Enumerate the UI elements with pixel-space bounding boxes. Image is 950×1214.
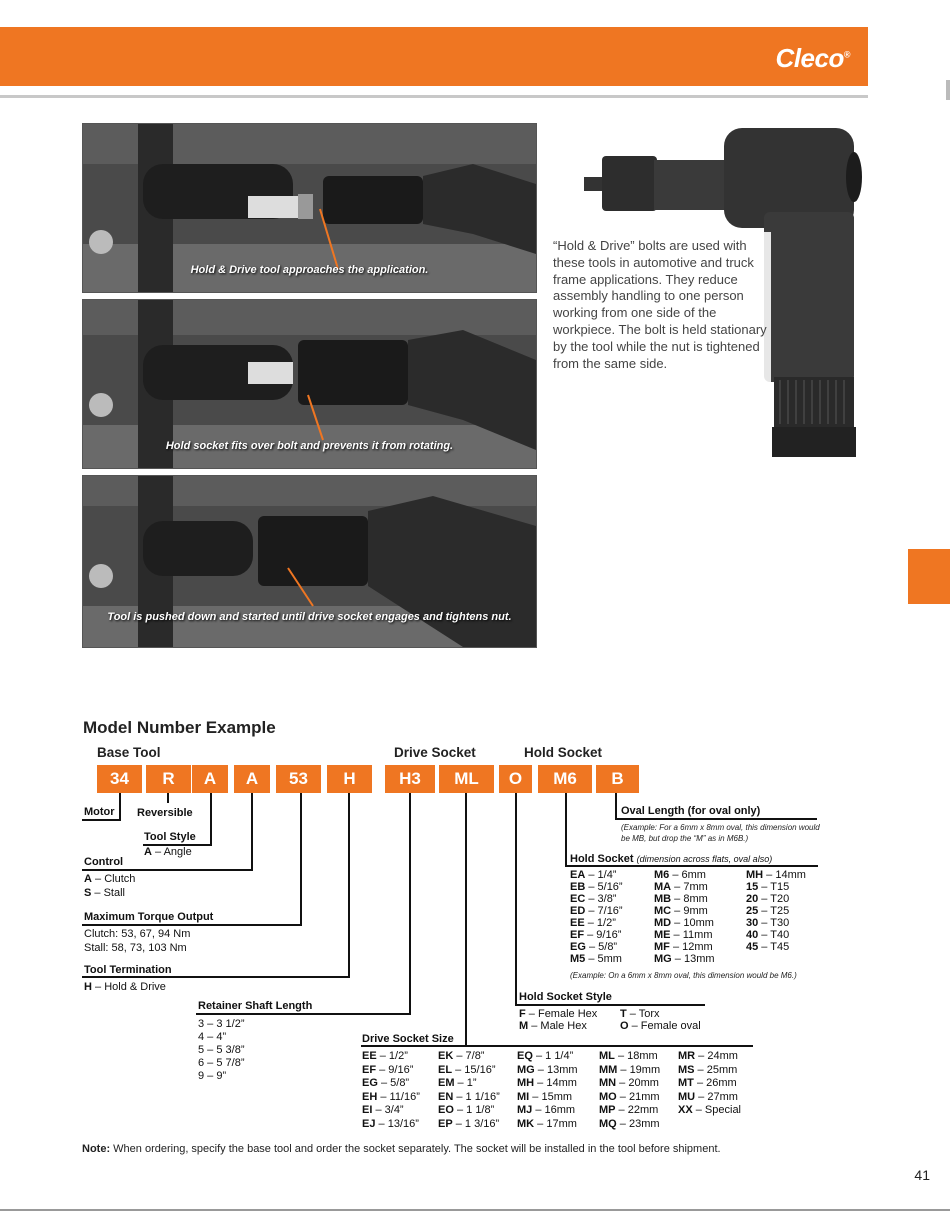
hold-socket-example: (Example: On a 6mm x 8mm oval, this dimension would be M6.) — [570, 971, 797, 980]
hold-socket-item: 15 – T15 — [746, 881, 790, 893]
leader-control-h — [82, 869, 253, 871]
torque-stall: Stall: 58, 73, 103 Nm — [84, 942, 187, 954]
drive-socket-col-4 — [599, 1050, 660, 1131]
code-box-hold-socket: M6 — [538, 765, 592, 793]
drive-socket-item: MI – 15mm — [517, 1090, 573, 1103]
section-tab — [908, 549, 950, 604]
hold-socket-item: MF – 12mm — [654, 941, 713, 953]
hold-socket-item: M6 – 6mm — [654, 869, 706, 881]
code-box-hold-style: O — [499, 765, 532, 793]
photo-step-3 — [82, 475, 537, 648]
leader-retainer — [409, 793, 411, 1015]
drive-socket-item: EK – 7/8” — [438, 1050, 485, 1062]
drive-socket-item: MO – 21mm — [599, 1090, 660, 1103]
group-label-hold-socket: Hold Socket — [524, 745, 603, 760]
hold-style-item: O – Female oval — [620, 1020, 701, 1032]
drive-socket-item: MR – 24mm — [678, 1050, 738, 1062]
hold-socket-item: 20 – T20 — [746, 893, 790, 905]
leader-reversible — [167, 793, 169, 803]
hold-socket-item: ME – 11mm — [654, 929, 713, 941]
label-drive-socket-size: Drive Socket Size — [362, 1033, 454, 1045]
retainer-list — [198, 1018, 244, 1083]
label-reversible: Reversible — [137, 807, 193, 819]
leader-termination — [348, 793, 350, 978]
label-oval-length: Oval Length (for oval only) — [621, 805, 761, 817]
hold-socket-item: MD – 10mm — [654, 917, 714, 929]
code-box-torque: 53 — [276, 765, 321, 793]
label-motor: Motor — [84, 806, 115, 818]
hold-style-item: T – Torx — [620, 1008, 660, 1020]
product-description: “Hold & Drive” bolts are used with these tools in automotive and truck frame applications. They reduce assembly handling to one person working from one side of the workpiece. The bolt is held stationary by the tool while the nut is tightened from the same side. — [553, 238, 767, 371]
tool-style-item: A – Angle — [144, 846, 192, 858]
drive-socket-item: EI – 3/4” — [362, 1104, 404, 1116]
drive-socket-item: EJ – 13/16” — [362, 1117, 419, 1130]
retainer-item: 4 – 4” — [198, 1031, 227, 1043]
drive-socket-item: MT – 26mm — [678, 1077, 737, 1089]
drive-socket-item: EP – 1 3/16” — [438, 1117, 500, 1130]
hold-socket-item: EC – 3/8” — [570, 893, 617, 905]
code-box-tool-style: A — [192, 765, 228, 793]
termination-item: H – Hold & Drive — [84, 981, 166, 993]
label-retainer: Retainer Shaft Length — [198, 1000, 313, 1012]
hold-socket-col-3 — [746, 869, 806, 953]
photo-step-1 — [82, 123, 537, 293]
hold-socket-item: EE – 1/2” — [570, 917, 616, 929]
label-control: Control — [84, 856, 124, 868]
retainer-item: 6 – 5 7/8” — [198, 1057, 245, 1069]
drive-socket-item: EF – 9/16” — [362, 1063, 414, 1076]
header-bar — [0, 27, 868, 86]
drive-socket-item: MU – 27mm — [678, 1090, 738, 1103]
photo-caption: Hold & Drive tool approaches the application. — [190, 264, 429, 276]
hold-socket-item: MA – 7mm — [654, 881, 708, 893]
control-item-stall: S – Stall — [84, 887, 125, 899]
hold-socket-item: 45 – T45 — [746, 941, 790, 953]
hold-style-item: F – Female Hex — [519, 1008, 598, 1020]
group-label-base-tool: Base Tool — [97, 745, 161, 760]
code-box-reversible: R — [146, 765, 191, 793]
drive-socket-item: ML – 18mm — [599, 1050, 658, 1062]
leader-oval-h — [615, 818, 817, 820]
drive-socket-item: MP – 22mm — [599, 1104, 659, 1116]
drive-socket-col-5 — [678, 1050, 741, 1118]
drive-socket-item: EN – 1 1/16” — [438, 1090, 500, 1103]
group-label-drive-socket: Drive Socket — [394, 745, 476, 760]
retainer-item: 5 – 5 3/8” — [198, 1044, 245, 1056]
drive-socket-item: MN – 20mm — [599, 1077, 659, 1089]
hold-socket-col-2 — [654, 869, 715, 965]
leader-hold-socket-h — [565, 865, 818, 867]
photo-caption: Hold socket fits over bolt and prevents it from rotating. — [165, 440, 454, 452]
ordering-note: Note: When ordering, specify the base tool and order the socket separately. The socket will be installed in the tool before shipment. — [82, 1143, 721, 1155]
drive-socket-item: MJ – 16mm — [517, 1104, 576, 1116]
code-box-oval: B — [596, 765, 639, 793]
drive-socket-col-3 — [517, 1050, 578, 1131]
drive-socket-col-2 — [438, 1050, 500, 1131]
hold-socket-item: EB – 5/16” — [570, 881, 623, 893]
photo-caption: Tool is pushed down and started until drive socket engages and tightens nut. — [107, 611, 512, 623]
hold-socket-item: MC – 9mm — [654, 905, 708, 917]
hold-socket-item: EG – 5/8” — [570, 941, 618, 953]
hold-socket-item: EF – 9/16” — [570, 929, 622, 941]
drive-socket-item: MH – 14mm — [517, 1077, 577, 1089]
drive-socket-item: MG – 13mm — [517, 1063, 578, 1076]
hold-socket-item: MB – 8mm — [654, 893, 708, 905]
hold-socket-item: 25 – T25 — [746, 905, 790, 917]
drive-socket-item: EL – 15/16” — [438, 1063, 496, 1076]
code-box-drive-socket: ML — [439, 765, 494, 793]
hold-socket-item: MH – 14mm — [746, 869, 806, 881]
brand-logo: Cleco® — [775, 43, 850, 73]
torque-clutch: Clutch: 53, 67, 94 Nm — [84, 928, 191, 940]
photo-step-2 — [82, 299, 537, 469]
oval-example: (Example: For a 6mm x 8mm oval, this dimension would be MB, but drop the “M” as in M6B.) — [621, 823, 820, 843]
hold-style-item: M – Male Hex — [519, 1020, 587, 1032]
label-termination: Tool Termination — [84, 964, 172, 976]
leader-control — [251, 793, 253, 871]
control-item-clutch: A – Clutch — [84, 873, 136, 885]
leader-torque-h — [82, 924, 302, 926]
edge-mark — [946, 80, 950, 100]
leader-retainer-h — [196, 1013, 411, 1015]
leader-hold-style — [515, 793, 517, 1006]
drive-socket-col-1 — [362, 1050, 420, 1131]
leader-motor — [119, 793, 121, 820]
drive-socket-item: EE – 1/2” — [362, 1050, 408, 1062]
code-box-control: A — [234, 765, 270, 793]
footer-divider — [0, 1209, 950, 1211]
code-box-motor: 34 — [97, 765, 142, 793]
leader-hold-socket — [565, 793, 567, 867]
drive-socket-item: EG – 5/8” — [362, 1077, 410, 1089]
drive-socket-item: MS – 25mm — [678, 1063, 738, 1076]
leader-drive-socket-h — [361, 1045, 753, 1047]
hold-socket-item: EA – 1/4” — [570, 869, 617, 881]
header-divider — [0, 95, 868, 98]
label-tool-style: Tool Style — [144, 831, 196, 843]
hold-socket-item: ED – 7/16” — [570, 905, 623, 917]
drive-socket-item: MM – 19mm — [599, 1063, 661, 1076]
leader-tool-style — [210, 793, 212, 845]
drive-socket-item: EQ – 1 1/4” — [517, 1050, 574, 1062]
drive-socket-item: MQ – 23mm — [599, 1117, 660, 1130]
drive-socket-item: XX – Special — [678, 1104, 741, 1116]
leader-motor-h — [82, 819, 121, 821]
code-box-termination: H — [327, 765, 372, 793]
leader-oval — [615, 793, 617, 820]
drive-socket-item: EM – 1” — [438, 1077, 477, 1089]
hold-socket-col-1 — [570, 869, 623, 965]
section-title: Model Number Example — [83, 718, 276, 737]
leader-termination-h — [82, 976, 350, 978]
hold-socket-item: M5 – 5mm — [570, 953, 622, 965]
hold-socket-item: 30 – T30 — [746, 917, 790, 929]
label-torque: Maximum Torque Output — [84, 911, 214, 923]
retainer-item: 3 – 3 1/2” — [198, 1018, 245, 1030]
leader-hold-style-h — [515, 1004, 705, 1006]
hold-socket-item: 40 – T40 — [746, 929, 790, 941]
page-number: 41 — [914, 1167, 930, 1183]
drive-socket-item: EH – 11/16” — [362, 1090, 420, 1103]
drive-socket-item: EO – 1 1/8” — [438, 1104, 495, 1116]
label-hold-style: Hold Socket Style — [519, 991, 612, 1003]
retainer-item: 9 – 9” — [198, 1070, 227, 1082]
code-box-retainer: H3 — [385, 765, 435, 793]
label-hold-socket: Hold Socket (dimension across flats, oval also) — [570, 853, 773, 865]
leader-torque — [300, 793, 302, 926]
drive-socket-item: MK – 17mm — [517, 1117, 577, 1130]
hold-socket-item: MG – 13mm — [654, 953, 715, 965]
leader-drive-socket — [465, 793, 467, 1047]
